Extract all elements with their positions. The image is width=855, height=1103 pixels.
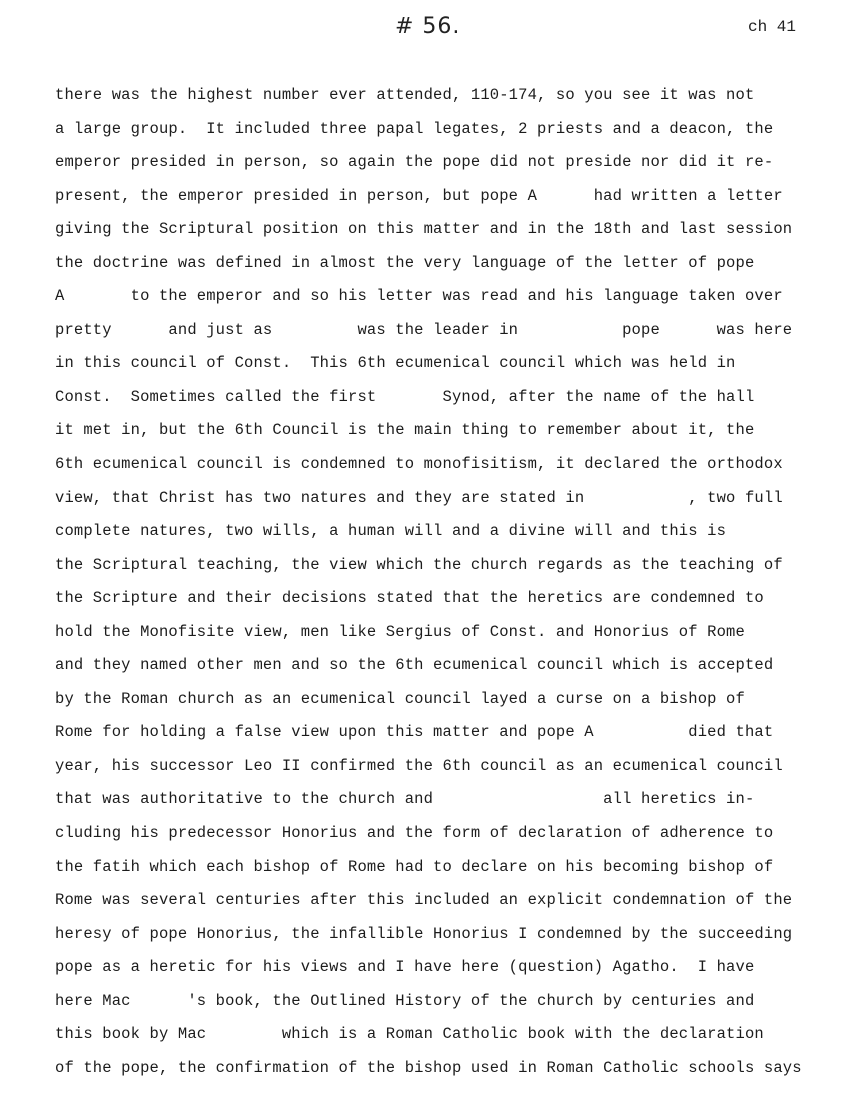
text-line: cluding his predecessor Honorius and the form of declaration of adherence to xyxy=(55,824,774,843)
text-line: view, that Christ has two natures and they are stated in , two full xyxy=(55,488,783,507)
text-line: Rome was several centuries after this included an explicit condemnation of the xyxy=(55,891,793,910)
text-line: A to the emperor and so his letter was read and his language taken over xyxy=(55,287,783,306)
text-line: it met in, but the 6th Council is the main thing to remember about it, the xyxy=(55,421,755,440)
text-line: a large group. It included three papal legates, 2 priests and a deacon, the xyxy=(55,119,774,138)
text-line: the Scripture and their decisions stated that the heretics are condemned to xyxy=(55,589,764,608)
text-line: that was authoritative to the church and all heretics in- xyxy=(55,790,755,809)
text-line: pretty and just as was the leader in pope was here xyxy=(55,320,793,339)
text-line: this book by Mac which is a Roman Catholic book with the declaration xyxy=(55,1025,764,1044)
text-line: complete natures, two wills, a human will and a divine will and this is xyxy=(55,522,727,541)
text-line: and they named other men and so the 6th ecumenical council which is accepted xyxy=(55,656,774,675)
text-line: 6th ecumenical council is condemned to monofisitism, it declared the orthodox xyxy=(55,455,783,474)
text-line: present, the emperor presided in person, but pope A had written a letter xyxy=(55,186,783,205)
text-line: by the Roman church as an ecumenical council layed a curse on a bishop of xyxy=(55,689,745,708)
handwritten-page-number: # 56. xyxy=(395,14,461,39)
text-line: the doctrine was defined in almost the very language of the letter of pope xyxy=(55,253,755,272)
text-line: the fatih which each bishop of Rome had to declare on his becoming bishop of xyxy=(55,857,774,876)
text-line: hold the Monofisite view, men like Sergius of Const. and Honorius of Rome xyxy=(55,622,745,641)
text-line: there was the highest number ever attended, 110-174, so you see it was not xyxy=(55,86,755,104)
text-line: emperor presided in person, so again the pope did not preside nor did it re- xyxy=(55,153,774,172)
text-line: heresy of pope Honorius, the infallible Honorius I condemned by the succeeding xyxy=(55,924,793,943)
text-line: pope as a heretic for his views and I have here (question) Agatho. I have xyxy=(55,958,755,977)
chapter-label: ch 41 xyxy=(748,18,797,36)
text-line: of the pope, the confirmation of the bishop used in Roman Catholic schools says xyxy=(55,1058,802,1077)
text-line: here Mac 's book, the Outlined History of the church by centuries and xyxy=(55,991,755,1010)
text-line: Const. Sometimes called the first Synod, after the name of the hall xyxy=(55,387,755,406)
text-line: year, his successor Leo II confirmed the 6th council as an ecumenical council xyxy=(55,756,783,775)
text-line: in this council of Const. This 6th ecumenical council which was held in xyxy=(55,354,736,373)
text-line: giving the Scriptural position on this matter and in the 18th and last session xyxy=(55,220,793,239)
text-line: Rome for holding a false view upon this matter and pope A died that xyxy=(55,723,774,742)
text-line: the Scriptural teaching, the view which the church regards as the teaching of xyxy=(55,555,783,574)
transcript-body xyxy=(55,82,845,1088)
